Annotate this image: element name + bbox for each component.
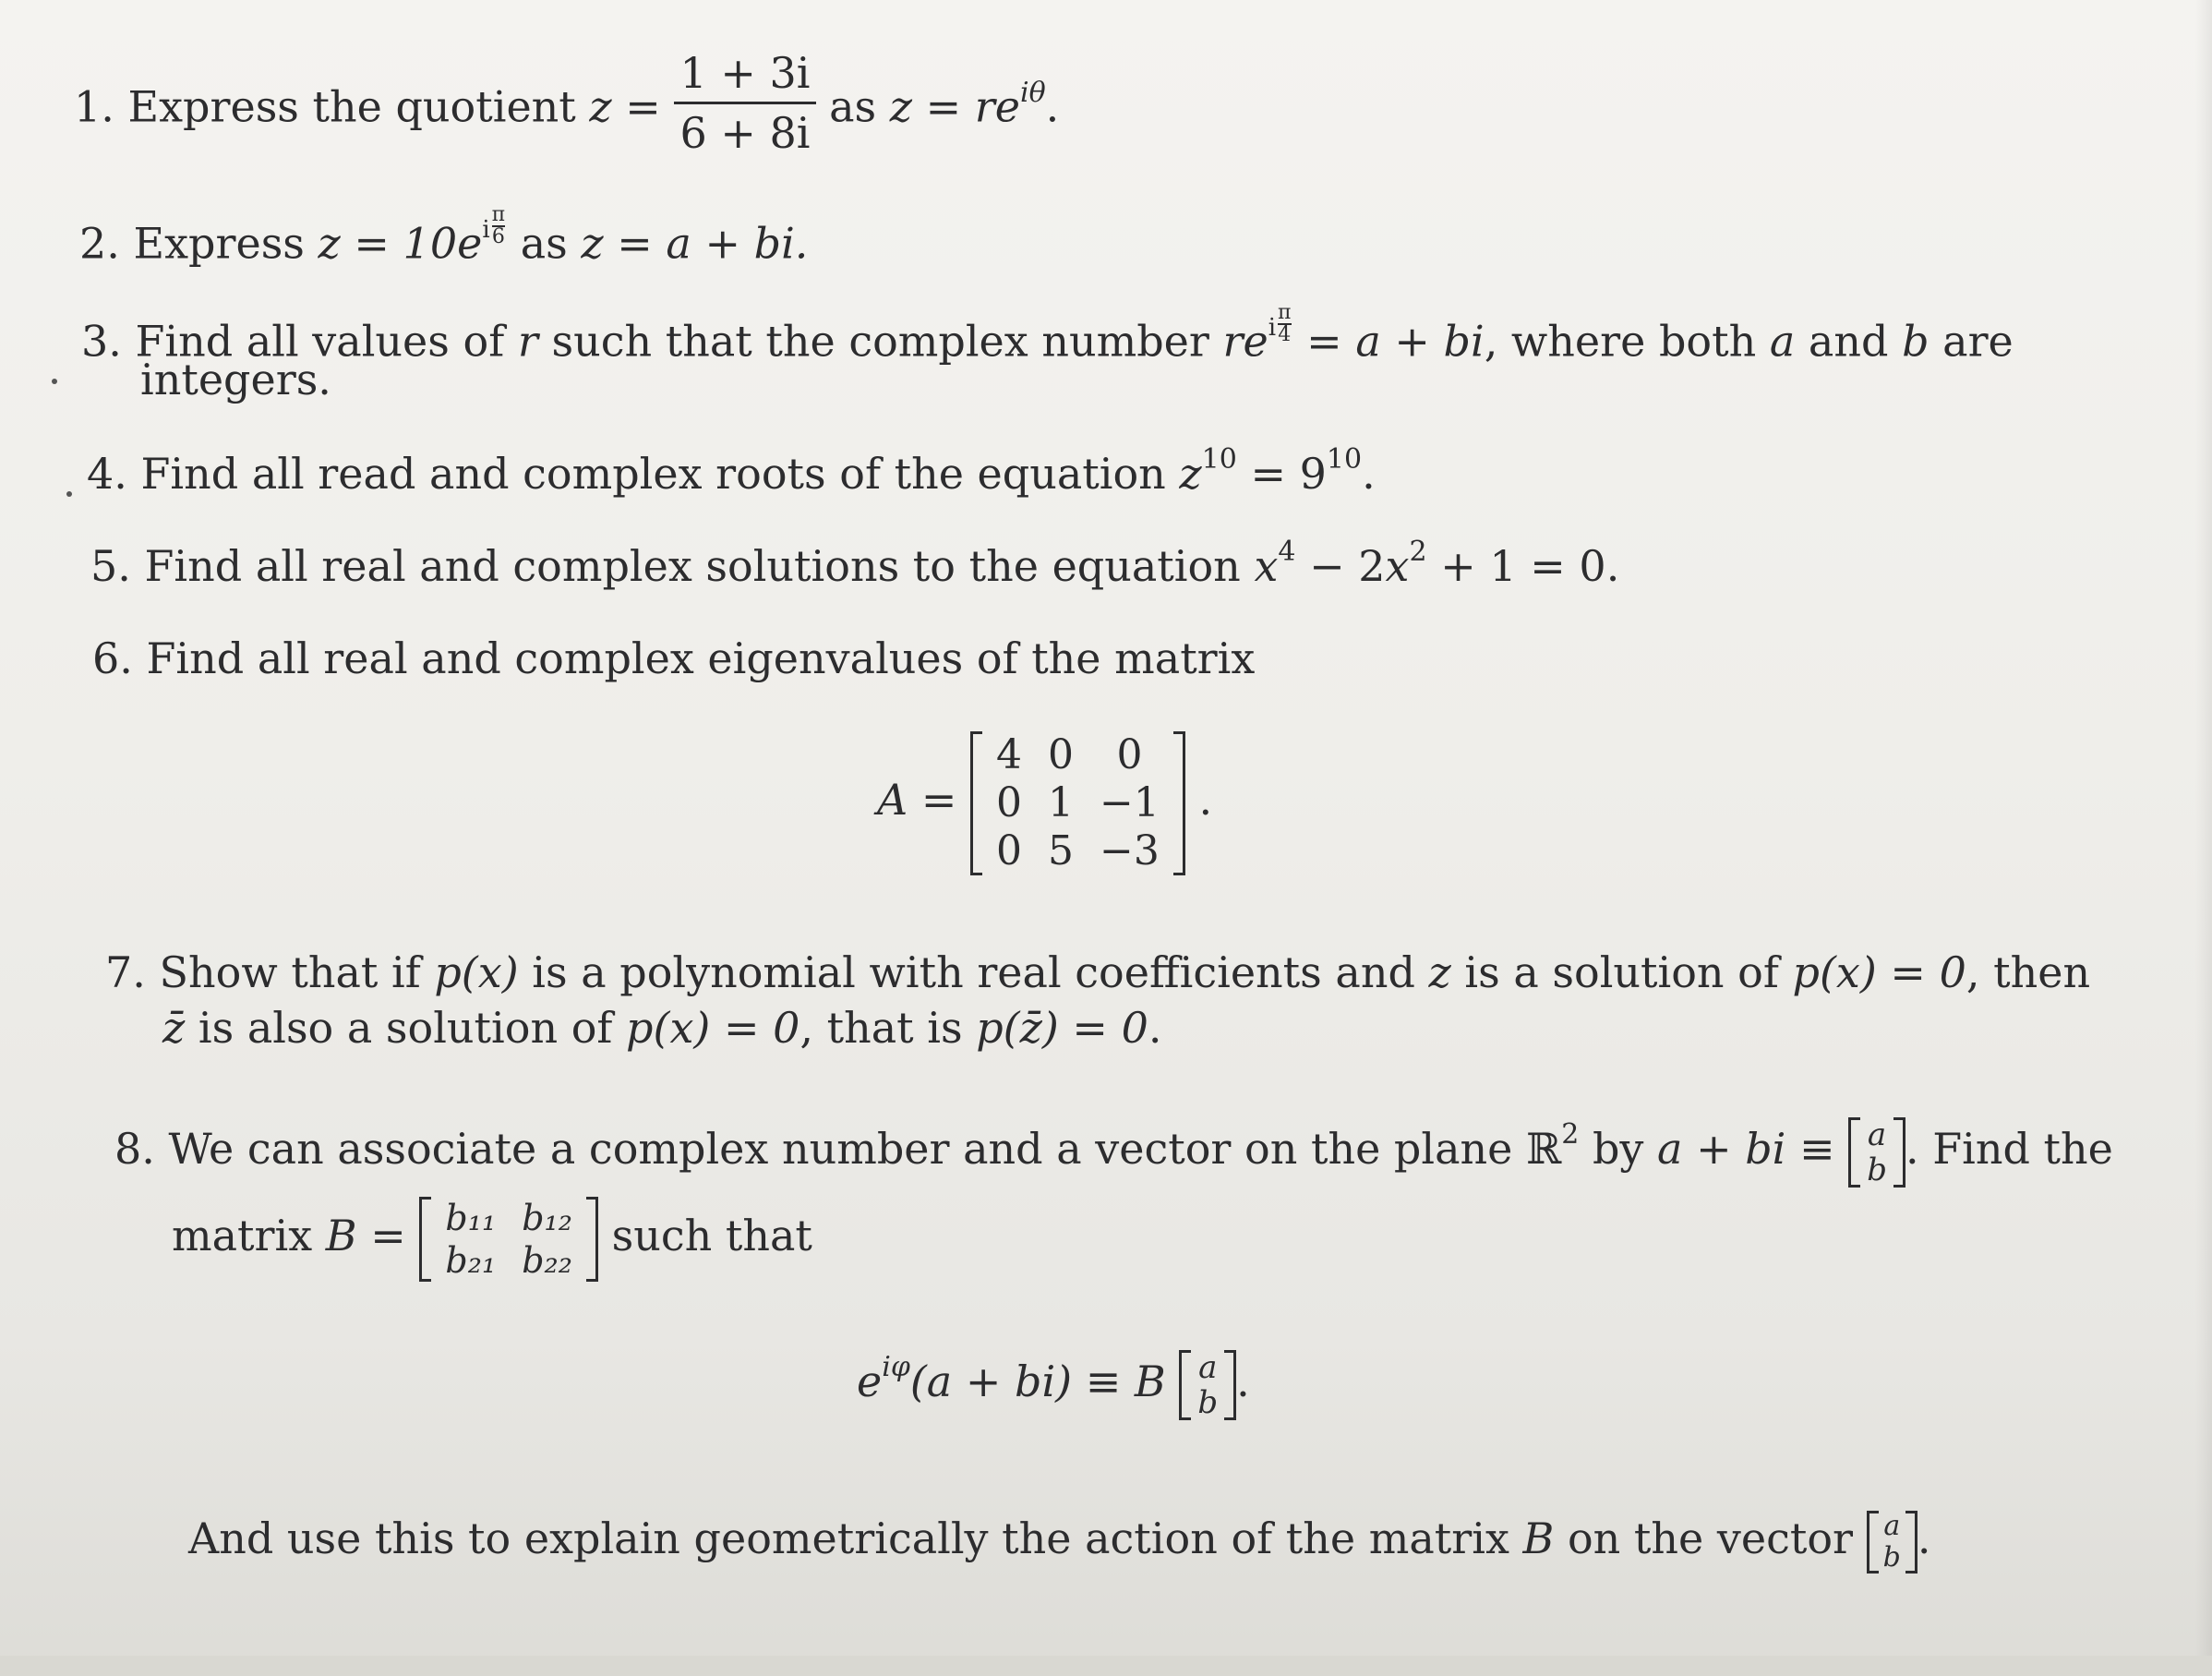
exponent-fraction <box>492 205 505 247</box>
math-var: B <box>325 1211 357 1260</box>
fraction-denominator: 6 + 8i <box>679 108 811 158</box>
matrix-cell: b₂₂ <box>522 1240 572 1281</box>
problem-text: integers. <box>140 355 331 404</box>
matrix-row <box>983 827 1172 875</box>
stray-mark <box>66 491 72 497</box>
math-var: x <box>1385 541 1410 591</box>
math-var: z̄ <box>162 1003 186 1053</box>
matrix-cell: 1 <box>1048 779 1075 826</box>
math-var: z <box>1179 449 1202 499</box>
problem-text: matrix <box>172 1211 326 1260</box>
matrix-cell: 0 <box>1116 731 1143 778</box>
vector-cell: b <box>1867 1151 1887 1188</box>
matrix-row <box>983 779 1172 827</box>
problem-text: Find all real and complex eigenvalues of the matrix <box>146 633 1256 683</box>
problem-2 <box>79 203 809 269</box>
math-exponent: 4 <box>1278 536 1296 568</box>
problem-text: Find all values of <box>135 316 518 367</box>
math-op: = <box>611 81 675 132</box>
math-var: x <box>1254 541 1279 591</box>
vector-cell: a <box>1867 1116 1887 1153</box>
matrix-cell: 4 <box>996 731 1023 778</box>
matrix-cell: −3 <box>1100 827 1160 874</box>
matrix-row <box>983 731 1172 779</box>
problem-7-line2 <box>162 1003 1162 1053</box>
exponent-numerator: π <box>1278 301 1292 324</box>
problem-text: is a polynomial with real coefficients and <box>518 947 1429 997</box>
exponent-numerator: π <box>491 203 506 226</box>
math-var: z <box>589 81 612 132</box>
math-var: b <box>1902 316 1929 367</box>
math-exponent: 2 <box>1409 536 1427 568</box>
math-symbol: ℝ <box>1526 1124 1562 1174</box>
vector-cell: a <box>1198 1349 1218 1386</box>
problem-text: are <box>1929 316 2014 367</box>
problem-8-line2 <box>172 1197 812 1282</box>
problem-text: is also a solution of <box>185 1003 627 1053</box>
matrix-cell: b₂₁ <box>445 1240 497 1281</box>
fraction-numerator: 1 + 3i <box>674 52 815 104</box>
math-var: z <box>1428 947 1451 997</box>
math-expression: a + bi <box>1355 316 1485 367</box>
math-exponent: i <box>482 216 490 245</box>
math-expression: z = a + bi. <box>581 218 809 269</box>
punctuation: . <box>1198 775 1213 825</box>
math-exponent: i <box>1268 314 1277 343</box>
problem-number: 4. <box>87 449 127 499</box>
problem-8-display-eq <box>857 1350 1250 1420</box>
punctuation: . <box>1045 81 1060 132</box>
problem-text: , then <box>1966 947 2091 997</box>
math-expression: − 2 <box>1295 541 1386 591</box>
problem-text: , that is <box>799 1003 977 1053</box>
matrix-cell: 0 <box>1048 731 1075 778</box>
problem-text: and <box>1795 316 1903 367</box>
problem-text: is a solution of <box>1450 947 1793 997</box>
problem-4 <box>87 443 1376 499</box>
math-expression: p(x) = 0 <box>626 1003 800 1053</box>
math-expression: p(x) <box>434 947 519 997</box>
matrix-cell: 0 <box>996 827 1023 874</box>
problem-text: Express the quotient <box>127 81 590 132</box>
matrix-B <box>419 1197 598 1282</box>
math-op: = <box>1292 316 1356 367</box>
matrix-cell: b₁₁ <box>445 1198 497 1238</box>
math-var: a <box>1769 316 1796 367</box>
problem-6 <box>92 633 1256 683</box>
math-exponent: 10 <box>1201 443 1237 476</box>
math-exponent: iφ <box>882 1351 910 1383</box>
problem-number: 1. <box>74 81 114 132</box>
matrix-A-display <box>877 731 1212 875</box>
math-var: r <box>517 316 538 367</box>
page-edge-shadow <box>2195 0 2212 1676</box>
problem-3-line2 <box>140 355 331 404</box>
problem-text: Find all real and complex solutions to the equation <box>144 541 1255 591</box>
exponent-fraction <box>1278 303 1291 345</box>
problem-3 <box>81 301 2014 367</box>
problem-text: such that the complex number <box>537 316 1223 367</box>
bottom-surface <box>0 1656 2212 1676</box>
math-expression: + 1 = 0. <box>1426 541 1620 591</box>
problem-text: as <box>520 218 582 269</box>
matrix-cell: −1 <box>1100 779 1160 826</box>
math-op: ≡ <box>1785 1124 1849 1174</box>
math-expression: p(x) = 0 <box>1792 947 1966 997</box>
vector-cell: a <box>1883 1510 1901 1542</box>
problem-number: 2. <box>79 218 120 269</box>
matrix-cell: 0 <box>996 779 1023 826</box>
matrix-cell: b₁₂ <box>522 1198 572 1238</box>
exponent-denominator: 6 <box>491 225 505 248</box>
problem-text: Find all read and complex roots of the equation <box>140 449 1180 499</box>
math-exponent: iθ <box>1020 76 1046 109</box>
punctuation: . <box>1917 1513 1931 1563</box>
math-var: B <box>1522 1513 1555 1563</box>
stray-mark <box>52 379 57 384</box>
punctuation: . <box>1148 1003 1162 1053</box>
problem-text: as <box>829 81 890 132</box>
punctuation: . <box>1236 1356 1250 1406</box>
problem-1 <box>74 48 1060 162</box>
vector-ab <box>1179 1350 1236 1420</box>
math-expression: (a + bi) ≡ B <box>909 1356 1166 1406</box>
problem-text: Show that if <box>159 947 435 997</box>
math-expression: e <box>857 1356 883 1406</box>
vector-ab <box>1848 1117 1905 1188</box>
math-expression: z = 10e <box>318 218 483 269</box>
exponent-denominator: 4 <box>1278 323 1292 346</box>
problem-number: 5. <box>90 541 131 591</box>
matrix-A <box>970 731 1185 875</box>
vector-cell: b <box>1882 1541 1901 1574</box>
problem-text: And use this to explain geometrically the action of the matrix <box>188 1513 1523 1563</box>
math-exponent: 2 <box>1561 1118 1580 1151</box>
problem-text: Express <box>133 218 319 269</box>
problem-7 <box>105 947 2091 997</box>
math-expression: z = re <box>889 81 1021 132</box>
problem-text: such that <box>611 1211 812 1260</box>
math-expression: = 9 <box>1236 449 1327 499</box>
problem-text: by <box>1579 1124 1658 1174</box>
vector-ab <box>1867 1511 1917 1574</box>
math-exponent: 10 <box>1326 443 1363 476</box>
problem-number: 3. <box>81 316 122 367</box>
problem-5 <box>90 536 1620 591</box>
fraction <box>674 48 815 158</box>
problem-number: 7. <box>105 947 146 997</box>
problem-8 <box>114 1117 2113 1188</box>
math-expression: a + bi <box>1657 1124 1786 1174</box>
punctuation: . <box>1362 449 1376 499</box>
problem-number: 6. <box>92 633 133 683</box>
problem-number: 8. <box>114 1124 155 1174</box>
matrix-label: A = <box>877 775 971 825</box>
problem-text: . Find the <box>1905 1124 2113 1174</box>
problem-text: We can associate a complex number and a vector on the plane <box>168 1124 1526 1174</box>
math-op: = <box>356 1211 420 1260</box>
math-expression: p(z̄) = 0 <box>976 1003 1148 1053</box>
matrix-cell: 5 <box>1048 827 1075 874</box>
vector-cell: b <box>1197 1384 1219 1421</box>
problem-8-line3 <box>188 1511 1931 1574</box>
problem-text: on the vector <box>1554 1513 1854 1563</box>
problem-text: , where both <box>1484 316 1770 367</box>
math-expression: re <box>1222 316 1268 367</box>
